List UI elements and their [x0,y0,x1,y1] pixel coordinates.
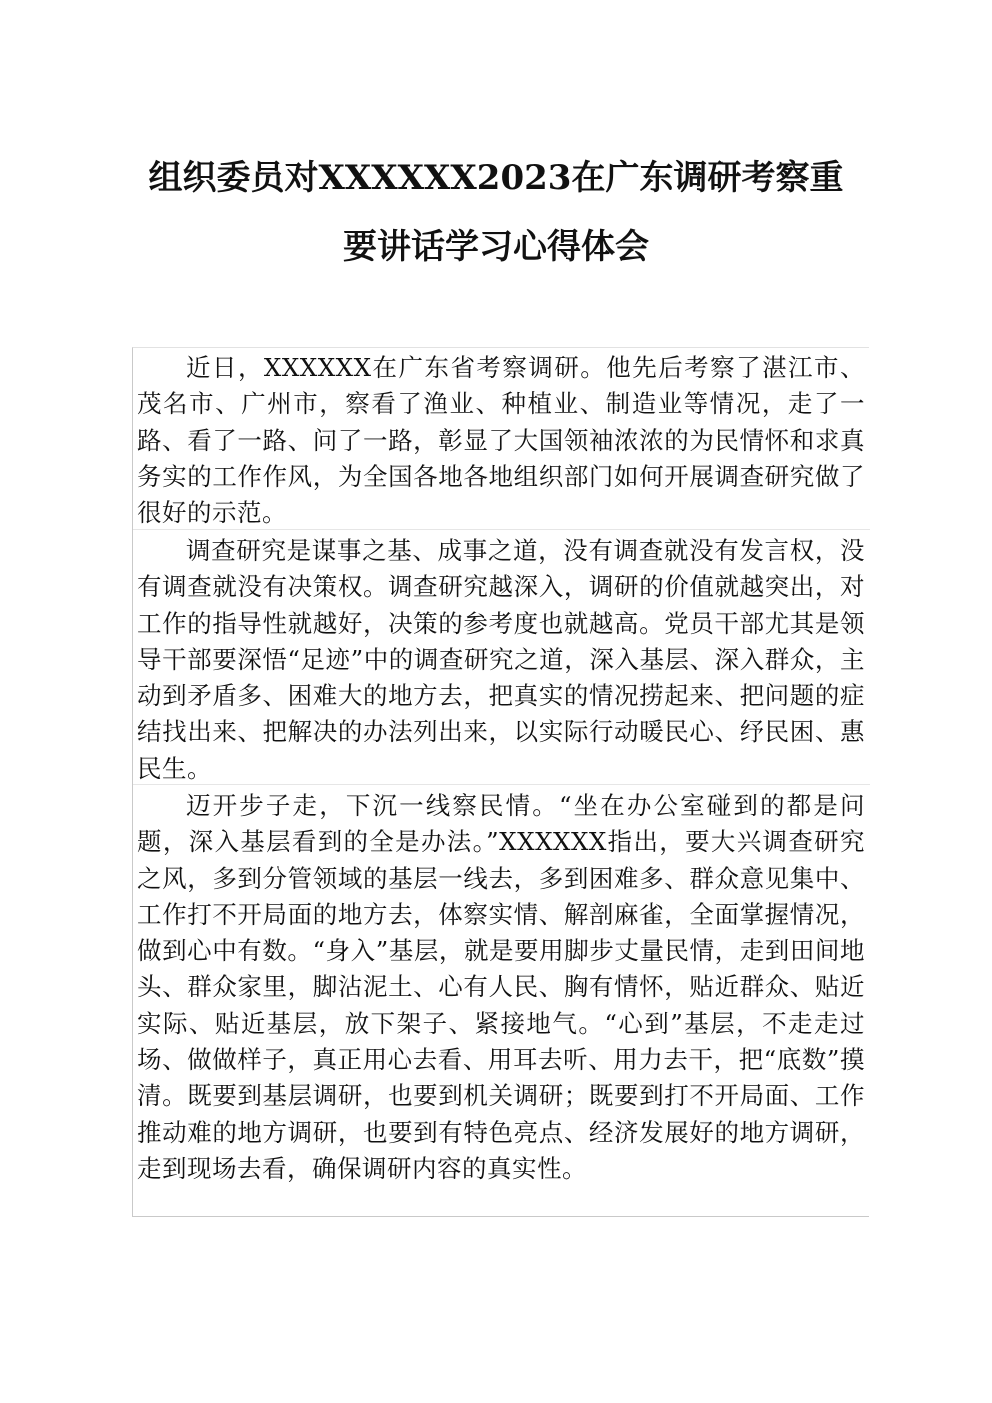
paragraph-3: 迈开步子走，下沉一线察民情。“坐在办公室碰到的都是问题，深入基层看到的全是办法。”XXXXXX指出，要大兴调查研究之风，多到分管领域的基层一线去，多到困难多、群众意见集中、工作打不开局面的地方去，体察实情、解剖麻雀，全面掌握情况，做到心中有数。“身入”基层，就是要用脚步丈量民情，走到田间地头、群众家里，脚沾泥土、心有人民、胸有情怀，贴近群众、贴近实际、贴近基层，放下架子、紧接地气。“心到”基层，不走走过场、做做样子，真正用心去看、用耳去听、用力去干，把“底数”摸清。既要到基层调研，也要到机关调研；既要到打不开局面、工作推动难的地方调研，也要到有特色亮点、经济发展好的地方调研，走到现场去看，确保调研内容的真实性。 [137,791,865,1183]
document-title-line-2: 要讲话学习心得体会 [343,227,649,267]
paragraph-1: 近日，XXXXXX在广东省考察调研。他先后考察了湛江市、茂名市、广州市，察看了渔业、种植业、制造业等情况，走了一路、看了一路、问了一路，彰显了大国领袖浓浓的为民情怀和求真务实的工作作风，为全国各地各地组织部门如何开展调查研究做了很好的示范。 [137,353,865,528]
body-text-frame [132,347,869,1217]
paragraph-2: 调查研究是谋事之基、成事之道，没有调查就没有发言权，没有调查就没有决策权。调查研究越深入，调研的价值就越突出，对工作的指导性就越好，决策的参考度也就越高。党员干部尤其是领导干部要深悟“足迹”中的调查研究之道，深入基层、深入群众，主动到矛盾多、困难大的地方去，把真实的情况捞起来、把问题的症结找出来、把解决的办法列出来，以实际行动暖民心、纾民困、惠民生。 [137,536,865,783]
paragraph-divider [133,784,870,785]
document-title-line-1: 组织委员对XXXXXX2023在广东调研考察重 [148,158,844,198]
paragraph-divider [133,529,870,530]
